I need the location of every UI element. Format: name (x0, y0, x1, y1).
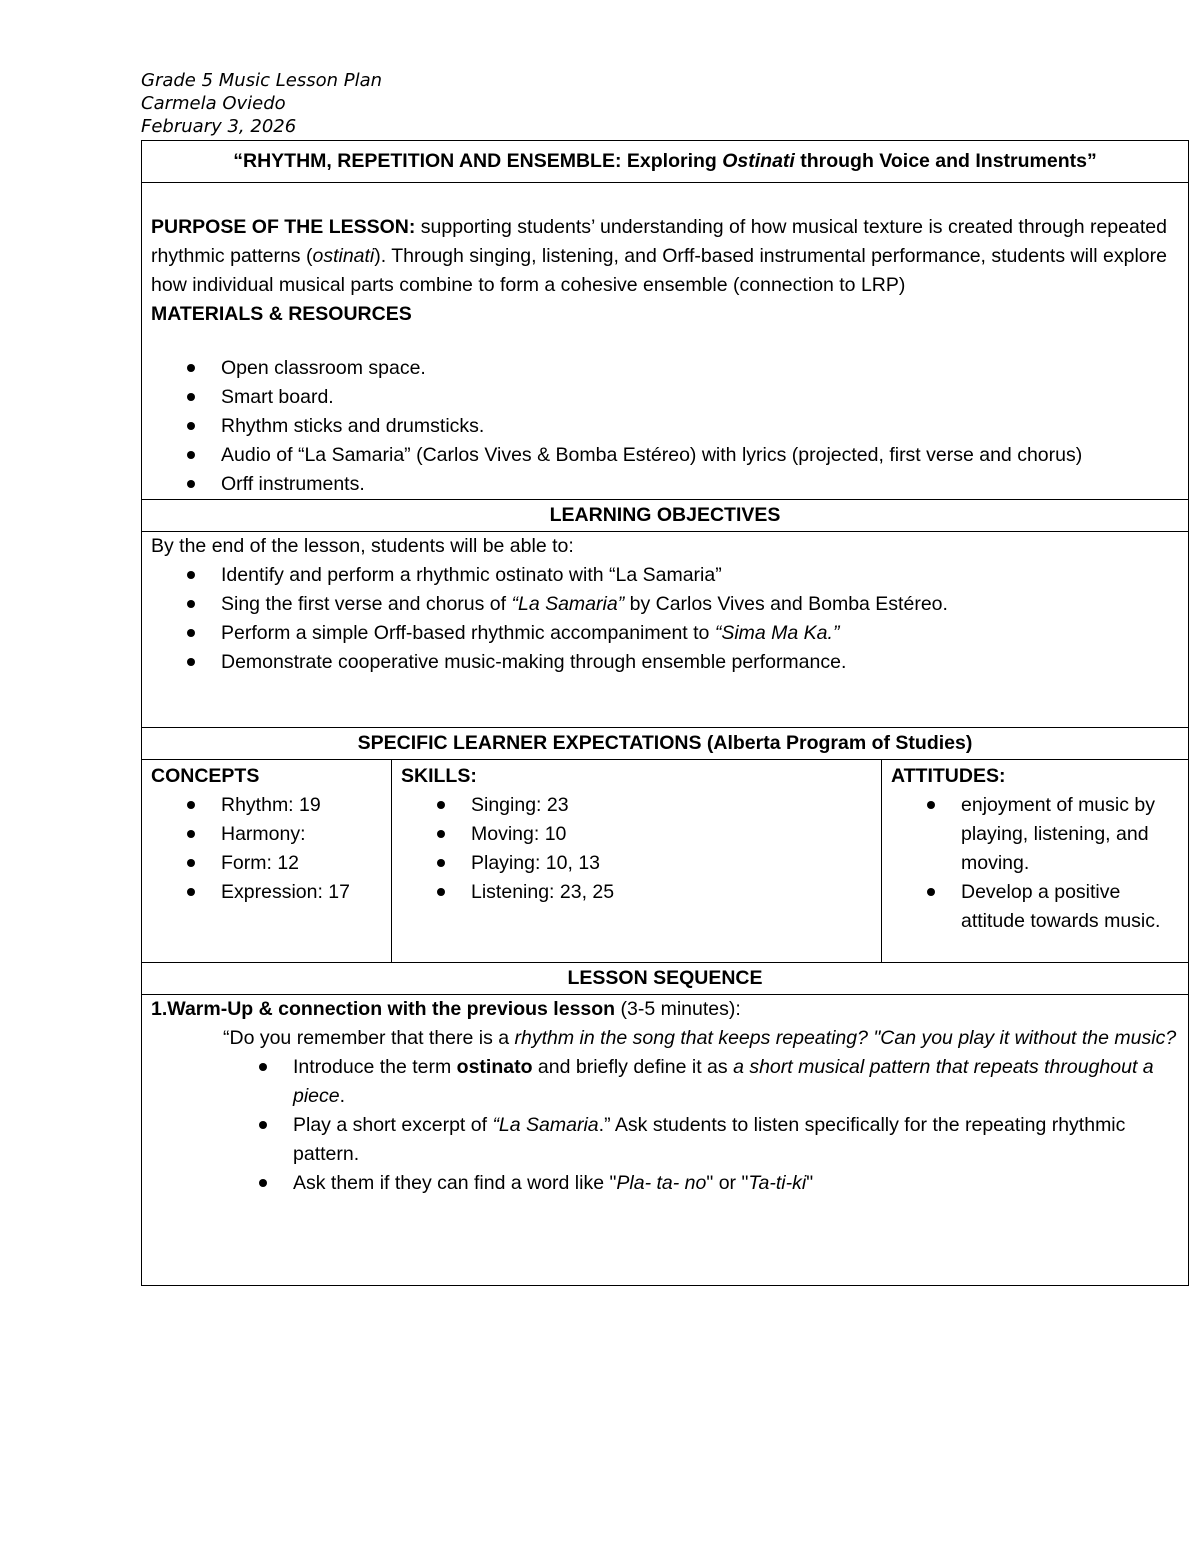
list-item: Expression: 17 (151, 878, 382, 907)
list-item: Orff instruments. (151, 470, 1179, 499)
list-item: Rhythm sticks and drumsticks. (151, 412, 1179, 441)
list-item: Moving: 10 (401, 820, 872, 849)
list-item: Listening: 23, 25 (401, 878, 872, 907)
materials-list (151, 354, 1179, 499)
warm-up-section (142, 995, 1189, 1286)
list-item: enjoyment of music by playing, listening, and moving. (891, 791, 1179, 878)
list-item: Form: 12 (151, 849, 382, 878)
objectives-intro: By the end of the lesson, students will be able to: (151, 535, 574, 557)
concepts-column (142, 760, 392, 963)
list-item: Introduce the term ostinato and briefly define it as a short musical pattern that repeats throughout a piece. (151, 1053, 1179, 1111)
objectives-section (142, 532, 1189, 728)
list-item: Singing: 23 (401, 791, 872, 820)
list-item: Open classroom space. (151, 354, 1179, 383)
header-date: February 3, 2026 (141, 116, 297, 137)
list-item: Rhythm: 19 (151, 791, 382, 820)
header-title: Grade 5 Music Lesson Plan (141, 70, 383, 91)
warm-up-title: 1.Warm-Up & connection with the previous lesson (3-5 minutes): (151, 998, 741, 1020)
concepts-label: CONCEPTS (151, 765, 260, 787)
list-item: Identify and perform a rhythmic ostinato with “La Samaria” (151, 561, 1179, 590)
list-item: Ask them if they can find a word like "Pla- ta- no" or "Ta-ti-ki" (151, 1169, 1179, 1198)
list-item: Audio of “La Samaria” (Carlos Vives & Bomba Estéreo) with lyrics (projected, first verse and chorus) (151, 441, 1179, 470)
lesson-title: “RHYTHM, REPETITION AND ENSEMBLE: Exploring Ostinati through Voice and Instruments” (142, 141, 1189, 183)
purpose-paragraph: PURPOSE OF THE LESSON: supporting students’ understanding of how musical texture is created through repeated rhythmic patterns (ostinati). Through singing, listening, and Orff-based instrumental performance, students will explore how individual musical parts combine to form a cohesive ensemble (connection to LRP) (151, 216, 1167, 296)
concepts-list (151, 791, 382, 907)
materials-label: MATERIALS & RESOURCES (151, 303, 412, 325)
attitudes-list (891, 791, 1179, 936)
skills-label: SKILLS: (401, 765, 477, 787)
list-item: Harmony: (151, 820, 382, 849)
warm-up-question: “Do you remember that there is a rhythm in the song that keeps repeating? "Can you play it without the music? (223, 1027, 1177, 1049)
objectives-list (151, 561, 1179, 677)
attitudes-column (882, 760, 1189, 963)
list-item: Playing: 10, 13 (401, 849, 872, 878)
list-item: Demonstrate cooperative music-making through ensemble performance. (151, 648, 1179, 677)
purpose-section (142, 183, 1189, 500)
document-header (141, 69, 382, 138)
list-item: Play a short excerpt of “La Samaria.” Ask students to listen specifically for the repeating rhythmic pattern. (151, 1111, 1179, 1169)
list-item: Sing the first verse and chorus of “La Samaria” by Carlos Vives and Bomba Estéreo. (151, 590, 1179, 619)
skills-list (401, 791, 872, 907)
skills-column (392, 760, 882, 963)
lesson-plan-table (141, 140, 1189, 1286)
list-item: Smart board. (151, 383, 1179, 412)
attitudes-label: ATTITUDES: (891, 765, 1006, 787)
list-item: Perform a simple Orff-based rhythmic accompaniment to “Sima Ma Ka.” (151, 619, 1179, 648)
expectations-heading: SPECIFIC LEARNER EXPECTATIONS (Alberta Program of Studies) (142, 728, 1189, 760)
header-author: Carmela Oviedo (141, 93, 286, 114)
warm-up-list (151, 1053, 1179, 1198)
purpose-label: PURPOSE OF THE LESSON: (151, 216, 416, 238)
sequence-heading: LESSON SEQUENCE (142, 963, 1189, 995)
list-item: Develop a positive attitude towards music. (891, 878, 1179, 936)
objectives-heading: LEARNING OBJECTIVES (142, 500, 1189, 532)
